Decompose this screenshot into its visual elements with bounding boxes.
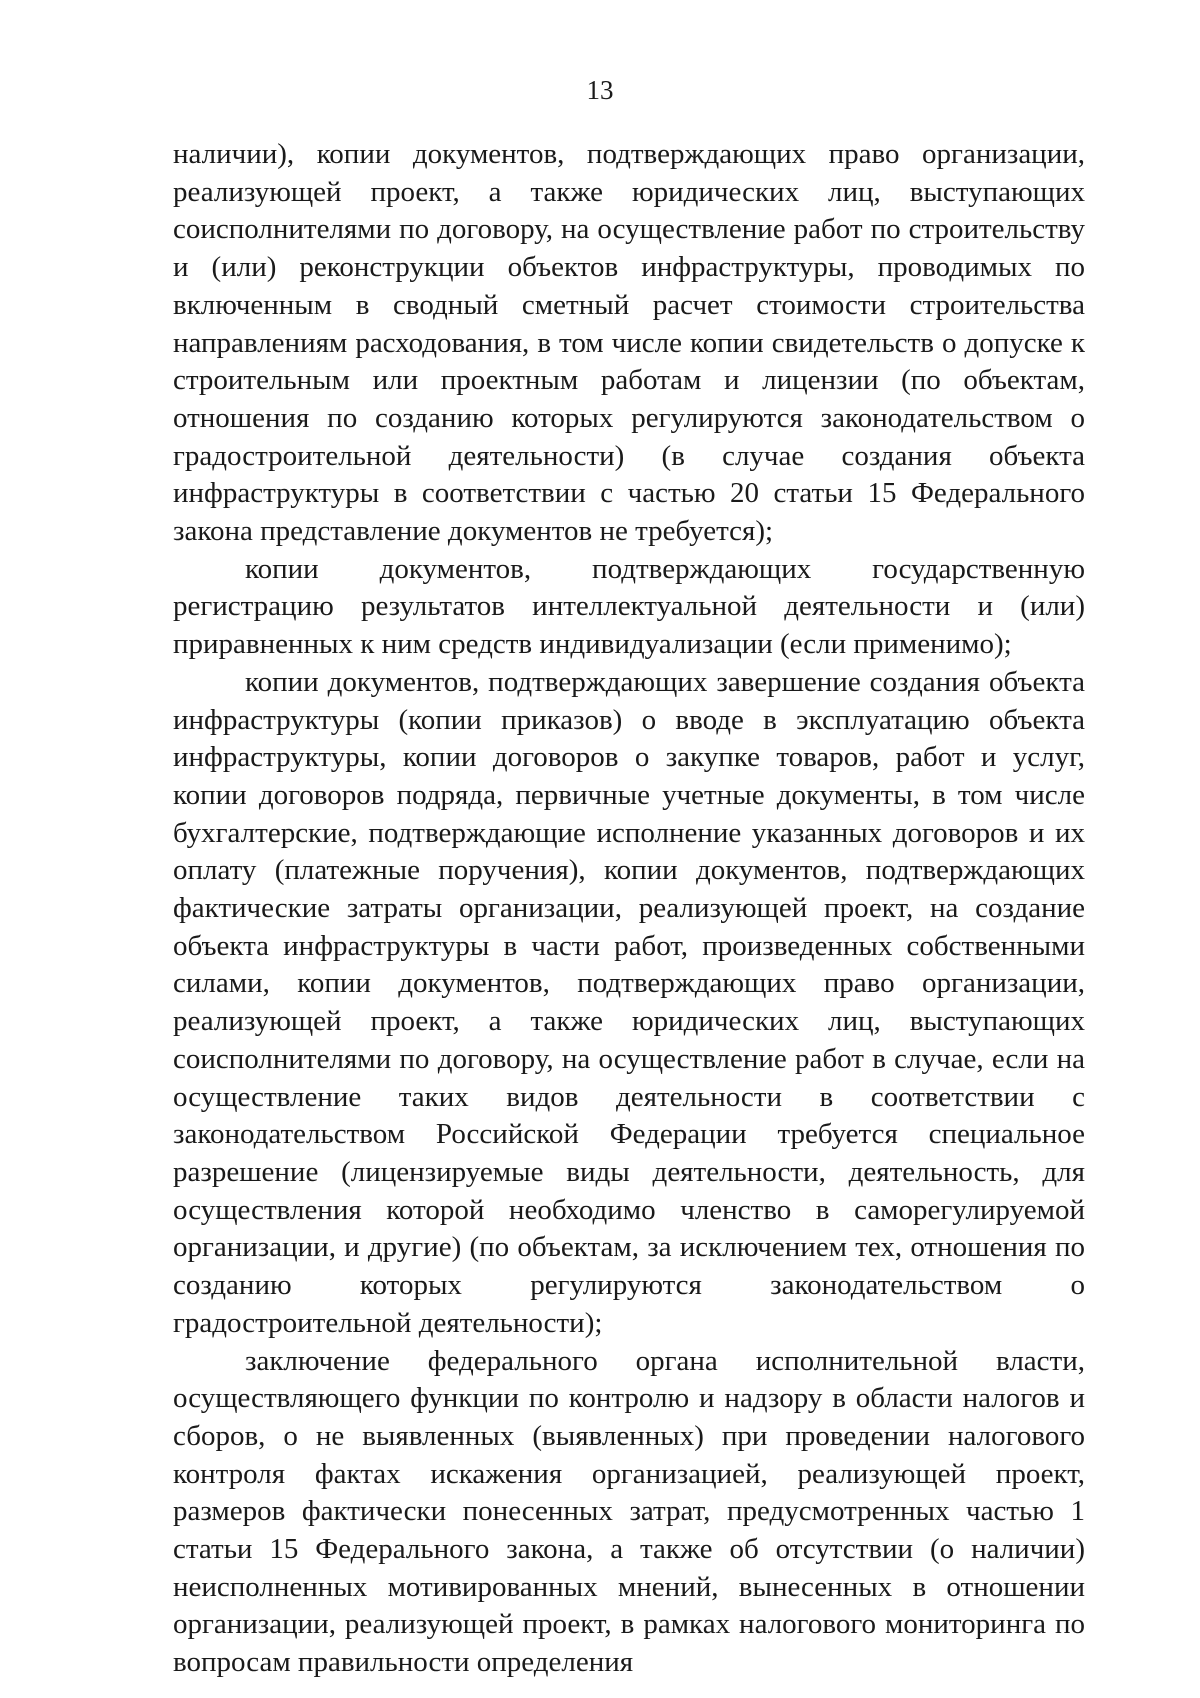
paragraph-1: наличии), копии документов, подтверждающих право организации, реализующей проект, а также юридических лиц, выступающих соисполнителями по договору, на осуществление работ по строительству и (или) реконструкции объектов инфраструктуры, проводимых по включенным в сводный сметный расчет стоимости строительства направлениям расходования, в том числе копии свидетельств о допуске к строительным или проектным работам и лицензии (по объектам, отношения по созданию которых регулируются законодательством о градостроительной деятельности) (в случае создания объекта инфраструктуры в соответствии с частью 20 статьи 15 Федерального закона представление документов не требуется); [173, 138, 1085, 548]
page-number: 13 [586, 75, 614, 105]
paragraph-4: заключение федерального органа исполнительной власти, осуществляющего функции по контролю и надзору в области налогов и сборов, о не выявленных (выявленных) при проведении налогового контроля фактах искажения организацией, реализующей проект, размеров фактически понесенных затрат, предусмотренных частью 1 статьи 15 Федерального закона, а также об отсутствии (о наличии) неисполненных мотивированных мнений, вынесенных в отношении организации, реализующей проект, в рамках налогового мониторинга по вопросам правильности определения [173, 1344, 1085, 1679]
document-body [173, 136, 1085, 1682]
paragraph-2: копии документов, подтверждающих государственную регистрацию результатов интеллектуальной деятельности и (или) приравненных к ним средств индивидуализации (если применимо); [173, 552, 1085, 661]
paragraph-3: копии документов, подтверждающих завершение создания объекта инфраструктуры (копии приказов) о вводе в эксплуатацию объекта инфраструктуры, копии договоров о закупке товаров, работ и услуг, копии договоров подряда, первичные учетные документы, в том числе бухгалтерские, подтверждающие исполнение указанных договоров и их оплату (платежные поручения), копии документов, подтверждающих фактические затраты организации, реализующей проект, на создание объекта инфраструктуры в части работ, произведенных собственными силами, копии документов, подтверждающих право организации, реализующей проект, а также юридических лиц, выступающих соисполнителями по договору, на осуществление работ в случае, если на осуществление таких видов деятельности в соответствии с законодательством Российской Федерации требуется специальное разрешение (лицензируемые виды деятельности, деятельность, для осуществления которой необходимо членство в саморегулируемой организации, и другие) (по объектам, за исключением тех, отношения по созданию которых регулируются законодательством о градостроительной деятельности); [173, 665, 1085, 1339]
